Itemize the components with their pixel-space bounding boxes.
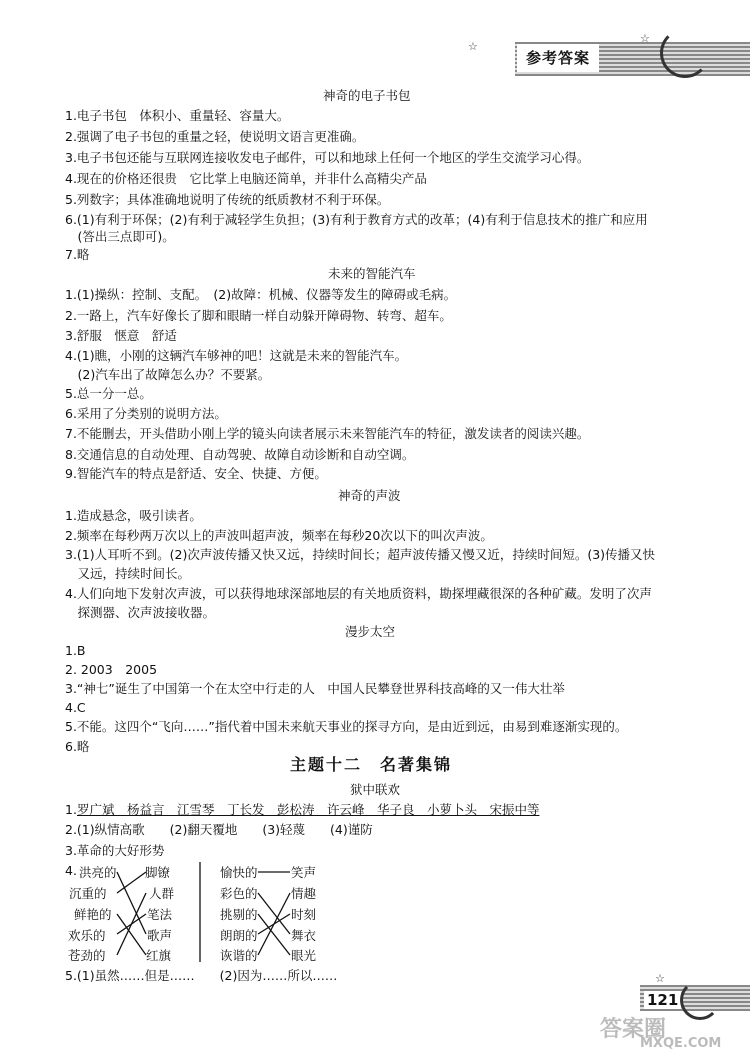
match-line xyxy=(258,893,290,955)
answer-line: 又远，持续时间长。 xyxy=(65,566,191,581)
q4-prefix: 4. xyxy=(65,863,77,878)
answer-line: 1.(1)操纵：控制、支配。 (2)故障：机械、仪器等发生的障碍或毛病。 xyxy=(65,287,457,302)
answer-line: 3.(1)人耳听不到。(2)次声波传播又快又远，持续时间长；超声波传播又慢又近，持续时间短。(3)传播又快 xyxy=(65,547,656,562)
watermark-url: MXQE.COM xyxy=(640,1036,722,1051)
answer-line: 探测器、次声波接收器。 xyxy=(65,605,216,620)
section-title: 未来的智能汽车 xyxy=(328,266,416,281)
match-right-word: 时刻 xyxy=(291,907,317,922)
section-title: 神奇的电子书包 xyxy=(323,88,411,103)
match-left-word: 彩色的 xyxy=(220,886,258,901)
match-right-word: 笔法 xyxy=(147,907,173,922)
match-right-word: 情趣 xyxy=(291,886,317,901)
answer-line: 2.(1)纵情高歌 (2)翻天覆地 (3)轻蔑 (4)谨防 xyxy=(65,822,373,837)
answer-line: 4.(1)瞧，小刚的这辆汽车够神的吧！这就是未来的智能汽车。 xyxy=(65,348,408,363)
answer-line: 5.不能。这四个“飞向……”指代着中国未来航天事业的探寻方向，是由近到远，由易到难逐渐实现的。 xyxy=(65,719,628,734)
match-left-word: 洪亮的 xyxy=(79,865,117,880)
page-number: 121 xyxy=(644,991,681,1009)
match-right-word: 红旗 xyxy=(146,948,172,963)
match-right-word: 舞衣 xyxy=(291,928,317,943)
answer-line: 2.频率在每秒两万次以上的声波叫超声波，频率在每秒20次以下的叫次声波。 xyxy=(65,528,493,543)
match-right-word: 笑声 xyxy=(291,865,317,880)
q1-prefix: 1. xyxy=(65,802,77,817)
answer-line: 9.智能汽车的特点是舒适、安全、快捷、方便。 xyxy=(65,466,327,481)
answer-line: 1.造成悬念，吸引读者。 xyxy=(65,508,202,523)
match-line xyxy=(258,893,290,934)
answer-line: 4.现在的价格还很贵 它比掌上电脑还简单，并非什么高精尖产品 xyxy=(65,171,427,186)
match-left-word: 挑剔的 xyxy=(220,907,258,922)
answer-line: 3.“神七”诞生了中国第一个在太空中行走的人 中国人民攀登世界科技高峰的又一伟大壮举 xyxy=(65,681,565,696)
match-left-word: 诙谐的 xyxy=(220,948,258,963)
match-line xyxy=(117,914,146,955)
answer-line: 3.革命的大好形势 xyxy=(65,843,165,858)
answer-line: 2. 2003 2005 xyxy=(65,662,158,677)
match-right-word: 脚镣 xyxy=(145,865,171,880)
answer-line: 3.电子书包还能与互联网连接收发电子邮件，可以和地球上任何一个地区的学生交流学习心得。 xyxy=(65,150,590,165)
section-title: 神奇的声波 xyxy=(338,488,401,503)
match-line xyxy=(258,914,290,955)
answer-line: 5.总一分一总。 xyxy=(65,386,152,401)
answer-line: 5.(1)虽然……但是…… (2)因为……所以…… xyxy=(65,968,338,983)
answer-line: 1.B xyxy=(65,643,86,658)
match-left-word: 沉重的 xyxy=(69,886,107,901)
answer-line: 7.不能删去，开头借助小刚上学的镜头向读者展示未来智能汽车的特征，激发读者的阅读兴趣。 xyxy=(65,426,590,441)
match-right-word: 歌声 xyxy=(147,928,173,943)
answer-line: 6.略 xyxy=(65,739,90,754)
answer-line: (2)汽车出了故障怎么办？不要紧。 xyxy=(65,367,271,382)
star-icon: ☆ xyxy=(468,40,478,53)
answer-line: 8.交通信息的自动处理、自动驾驶、故障自动诊断和自动空调。 xyxy=(65,447,415,462)
header-label: 参考答案 xyxy=(517,44,599,72)
answer-line: 2.强调了电子书包的重量之轻，使说明文语言更准确。 xyxy=(65,129,365,144)
answer-line: 1.电子书包 体积小、重量轻、容量大。 xyxy=(65,108,290,123)
star-icon: ☆ xyxy=(640,32,650,45)
answer-line: 6.(1)有利于环保；(2)有利于减轻学生负担；(3)有利于教育方式的改革；(4)有利于信息技术的推广和应用 xyxy=(65,212,648,227)
watermark-logo: 答案圈 xyxy=(600,1017,667,1042)
answer-line: (答出三点即可)。 xyxy=(65,229,175,244)
match-right-word: 眼光 xyxy=(291,948,317,963)
match-right-word: 人群 xyxy=(149,886,175,901)
theme-title: 主题十二 名著集锦 xyxy=(290,755,453,774)
moon-icon xyxy=(680,980,720,1020)
answer-line: 5.列数字；具体准确地说明了传统的纸质教材不利于环保。 xyxy=(65,192,390,207)
star-icon: ☆ xyxy=(655,972,665,985)
answer-line: 4.C xyxy=(65,700,86,715)
match-left-word: 欢乐的 xyxy=(68,928,106,943)
section-title: 漫步太空 xyxy=(345,624,396,639)
answer-line: 6.采用了分类别的说明方法。 xyxy=(65,406,227,421)
answer-line: 2.一路上，汽车好像长了脚和眼睛一样自动躲开障碍物、转弯、超车。 xyxy=(65,308,452,323)
author-list: 罗广斌 杨益言 江雪琴 丁长发 彭松涛 许云峰 华子良 小萝卜头 宋振中等 xyxy=(76,802,540,817)
theme-subtitle: 狱中联欢 xyxy=(350,782,401,797)
answer-line: 7.略 xyxy=(65,247,90,262)
match-left-word: 苍劲的 xyxy=(68,948,106,963)
match-left-word: 朗朗的 xyxy=(220,928,258,943)
answer-line: 4.人们向地下发射次声波，可以获得地球深部地层的有关地质资料，勘探埋藏很深的各种矿藏。发明了次声 xyxy=(65,586,652,601)
match-left-word: 愉快的 xyxy=(220,865,258,880)
match-left-word: 鲜艳的 xyxy=(74,907,112,922)
answer-line: 3.舒服 惬意 舒适 xyxy=(65,328,177,343)
